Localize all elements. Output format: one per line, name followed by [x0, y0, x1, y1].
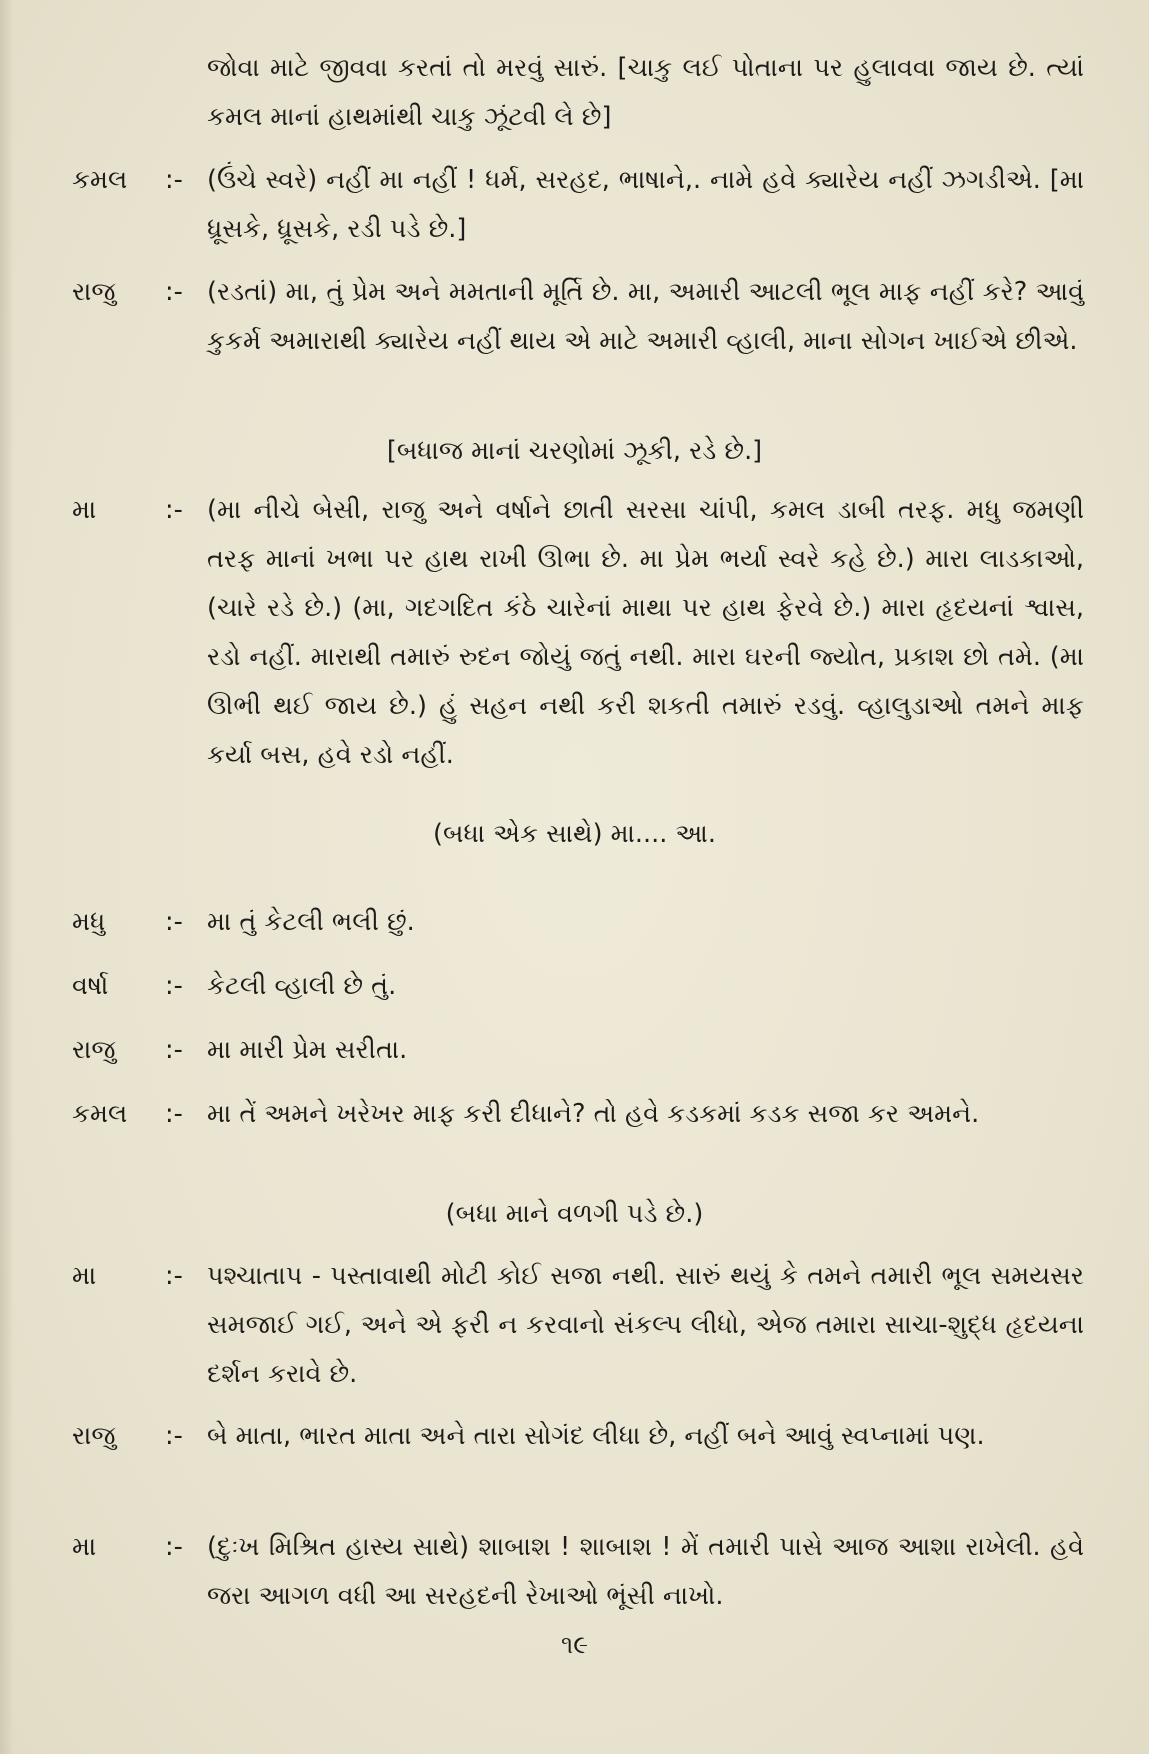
dialogue-line — [72, 962, 1084, 1011]
speaker-name: કમલ — [72, 165, 128, 195]
dialogue-text: બે માતા, ભારત માતા અને તારા સોગંદ લીધા છે, નહીં બને આવું સ્વપ્નામાં પણ. — [207, 1421, 985, 1451]
speaker-separator: :- — [165, 907, 183, 937]
speaker-separator: :- — [165, 1035, 183, 1065]
stage-direction: (બધા એક સાથે) મા.... આ. — [433, 819, 716, 849]
page-number: ૧૯ — [560, 1630, 589, 1659]
speaker-name: વર્ષા — [72, 971, 109, 1001]
dialogue-line — [72, 1252, 1084, 1399]
dialogue-line — [72, 486, 1084, 780]
speaker-name: રાજુ — [72, 277, 116, 307]
speaker-separator: :- — [165, 165, 183, 195]
dialogue-line — [72, 1412, 1084, 1461]
dialogue-line — [72, 1026, 1084, 1075]
speaker-separator: :- — [165, 1421, 183, 1451]
stage-direction: (બધા માને વળગી પડે છે.) — [445, 1199, 704, 1229]
dialogue-text: (રડતાં) મા, તું પ્રેમ અને મમતાની મૂર્તિ છે. મા, અમારી આટલી ભૂલ માફ નહીં કરે? આવું કુકર્મ અમારાથી ક્યારેય નહીં થાય એ માટે અમારી વ્હાલી, માના સોગન ખાઈએ છીએ. — [207, 277, 1084, 356]
speaker-name: મધુ — [72, 907, 106, 937]
dialogue-line — [72, 1090, 1084, 1139]
dialogue-text: મા મારી પ્રેમ સરીતા. — [207, 1035, 408, 1065]
speaker-separator: :- — [165, 1532, 183, 1562]
speaker-separator: :- — [165, 277, 183, 307]
intro-text: જોવા માટે જીવવા કરતાં તો મરવું સારું. [ચાકુ લઈ પોતાના પર હુલાવવા જાય છે. ત્યાં કમલ માનાં હાથમાંથી ચાકુ ઝૂંટવી લે છે] — [207, 53, 1084, 132]
speaker-name: મા — [72, 495, 97, 525]
speaker-name: રાજુ — [72, 1421, 116, 1451]
intro-paragraph — [72, 44, 1084, 142]
speaker-name: રાજુ — [72, 1035, 116, 1065]
dialogue-line — [72, 898, 1084, 947]
speaker-name: મા — [72, 1261, 97, 1291]
speaker-separator: :- — [165, 495, 183, 525]
dialogue-text: (દુઃખ મિશ્રિત હાસ્ય સાથે) શાબાશ ! શાબાશ ! મેં તમારી પાસે આજ આશા રાખેલી. હવે જરા આગળ વધી આ સરહદની રેખાઓ ભૂંસી નાખો. — [207, 1532, 1084, 1611]
dialogue-line — [72, 156, 1084, 254]
page-edge-shadow — [0, 0, 14, 1754]
dialogue-text: મા તું કેટલી ભલી છું. — [207, 907, 415, 937]
dialogue-text: પશ્ચાતાપ - પસ્તાવાથી મોટી કોઈ સજા નથી. સારું થયું કે તમને તમારી ભૂલ સમયસર સમજાઈ ગઈ, અને એ ફરી ન કરવાનો સંકલ્પ લીધો, એજ તમારા સાચા-શુદ્ધ હૃદયના દર્શન કરાવે છે. — [207, 1261, 1084, 1389]
speaker-separator: :- — [165, 971, 183, 1001]
dialogue-text: મા તેં અમને ખરેખર માફ કરી દીધાને? તો હવે કડકમાં કડક સજા કર અમને. — [207, 1099, 980, 1129]
stage-direction: [બધાજ માનાં ચરણોમાં ઝૂકી, રડે છે.] — [386, 436, 763, 466]
speaker-name: મા — [72, 1532, 97, 1562]
speaker-name: કમલ — [72, 1099, 128, 1129]
dialogue-line — [72, 1523, 1084, 1621]
speaker-separator: :- — [165, 1099, 183, 1129]
dialogue-line — [72, 268, 1084, 366]
speaker-separator: :- — [165, 1261, 183, 1291]
dialogue-text: (ઉંચે સ્વરે) નહીં મા નહીં ! ધર્મ, સરહદ, ભાષાને,. નામે હવે ક્યારેય નહીં ઝગડીએ. [મા ધ્રૂસકે, ધ્રૂસકે, રડી પડે છે.] — [207, 165, 1084, 244]
dialogue-text: કેટલી વ્હાલી છે તું. — [207, 971, 397, 1001]
dialogue-text: (મા નીચે બેસી, રાજુ અને વર્ષાને છાતી સરસા ચાંપી, કમલ ડાબી તરફ. મધુ જમણી તરફ માનાં ખભા પર હાથ રાખી ઊભા છે. મા પ્રેમ ભર્યા સ્વરે કહે છે.) મારા લાડકાઓ, (ચારે રડે છે.) (મા, ગદગદિત કંઠે ચારેનાં માથા પર હાથ ફેરવે છે.) મારા હૃદયનાં શ્વાસ, રડો નહીં. મારાથી તમારું રુદન જોયું જતું નથી. મારા ઘરની જ્યોત, પ્રકાશ છો તમે. (મા ઊભી થઈ જાય છે.) હું સહન નથી કરી શકતી તમારું રડવું. વ્હાલુડાઓ તમને માફ કર્યા બસ, હવે રડો નહીં. — [207, 495, 1084, 770]
